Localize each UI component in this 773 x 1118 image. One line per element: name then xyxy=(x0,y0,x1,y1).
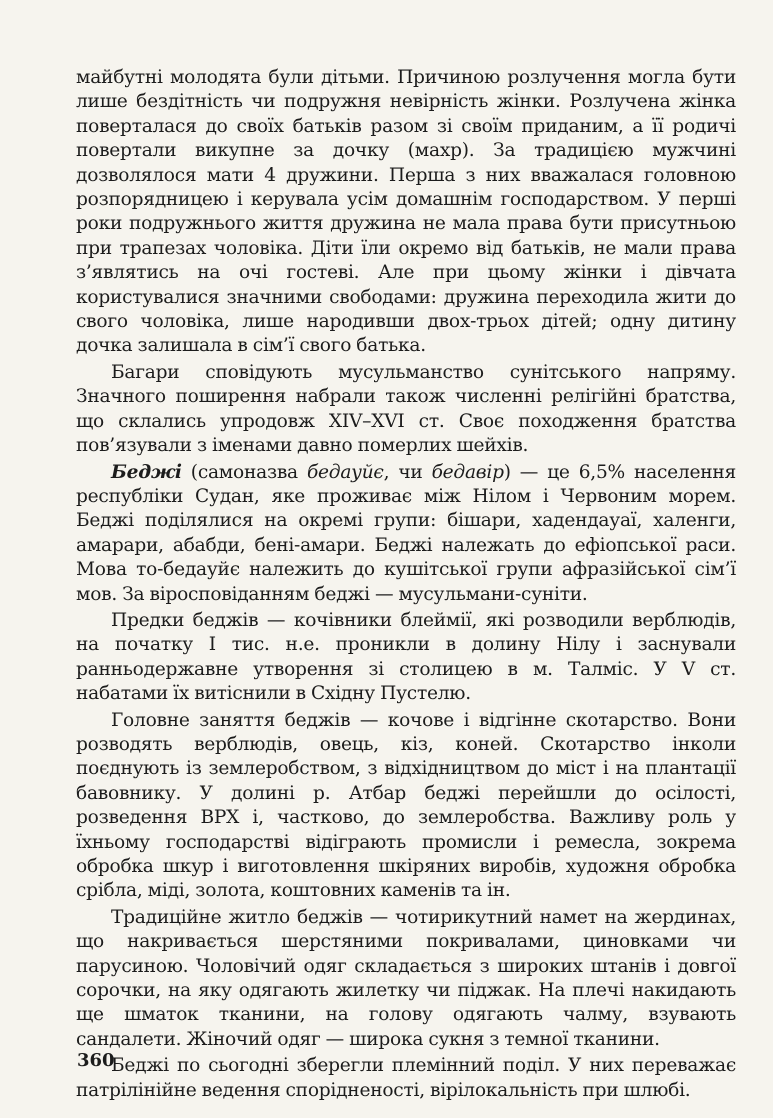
intro-text-3: ) — це 6,5% населення республіки Судан, яке проживає між Нілом і Червоним морем. Беджі поділялися на окремі групи: бішари, хадендауаї, халенги, амарари, абабди, бені-амари. Беджі належать до ефіопської раси. Мова то-бедауйє належить до кушітської групи афразійської сім’ї мов. За віросповіданням беджі — мусульмани-суніти. xyxy=(76,461,736,605)
body-text xyxy=(76,66,736,1105)
paragraph-occupation: Головне заняття беджів — кочове і відгінне скотарство. Вони розводять верблюдів, овець, кіз, коней. Скотарство інколи поєднують із землеробством, з відхідництвом до міст і на плантації бавовнику. У долині р. Атбар беджі перейшли до осілості, розведення ВРХ і, частково, до землеробства. Важливу роль у їхньому господарстві відіграють промисли і ремесла, зокрема обробка шкур і виготовлення шкіряних виробів, художня обробка срібла, міді, золота, коштовних каменів та ін. xyxy=(76,709,736,902)
term-bedzhi: Беджі xyxy=(111,461,182,483)
paragraph-continuation: майбутні молодята були дітьми. Причиною розлучення могла бути лише бездітність чи подружня невірність жінки. Розлучена жінка поверталася до своїх батьків разом зі своїм приданим, а її родичі повертали викупне за дочку (махр). За традицією мужчині дозволялося мати 4 дружини. Перша з них вважалася головною розпорядницею і керувала усім домашнім господарством. У перші роки подружнього життя дружина не мала права бути присутньою при трапезах чоловіка. Діти їли окремо від батьків, не мали права з’являтись на очі гостеві. Але при цьому жінки і дівчата користувалися значними свободами: дружина переходила жити до свого чоловіка, лише народивши двох-трьох дітей; одну дитину дочка залишала в сім’ї свого батька. xyxy=(76,67,736,357)
paragraph-ancestors: Предки беджів — кочівники блеймії, які розводили верблюдів, на початку I тис. н.е. проникли в долину Нілу і заснували ранньодержавне утворення зі столицею в м. Талміс. У V ст. набатами їх витіснили в Східну Пустелю. xyxy=(76,609,736,705)
intro-text-1: (самоназва xyxy=(181,461,307,483)
term-bedauie: бедауйє xyxy=(306,461,384,483)
paragraph-tribal-division: Беджі по сьогодні зберегли племінний поділ. У них переважає патрілінійне ведення спорідненості, вірілокальність при шлюбі. xyxy=(76,1055,736,1101)
intro-text-2: , чи xyxy=(383,461,432,483)
paragraph-bagary-religion: Багари сповідують мусульманство сунітського напряму. Значного поширення набрали також численні релігійні братства, що склались упродовж XIV–XVI ст. Своє походження братства пов’язували з іменами давно померлих шейхів. xyxy=(76,361,736,457)
page-number: 360 xyxy=(77,1050,115,1071)
paragraph-bedzhi-intro xyxy=(76,461,736,607)
paragraph-dwelling-clothing: Традиційне житло беджів — чотирикутний намет на жердинах, що накривається шерстяними покривалами, циновками чи парусиною. Чоловічий одяг складається з широких штанів і довгої сорочки, на яку одягають жилетку чи піджак. На плечі накидають ще шматок тканини, на голову одягають чалму, взувають сандалети. Жіночий одяг — широка сукня з темної тканини. xyxy=(76,906,736,1050)
term-bedavir: бедавір xyxy=(431,461,504,483)
